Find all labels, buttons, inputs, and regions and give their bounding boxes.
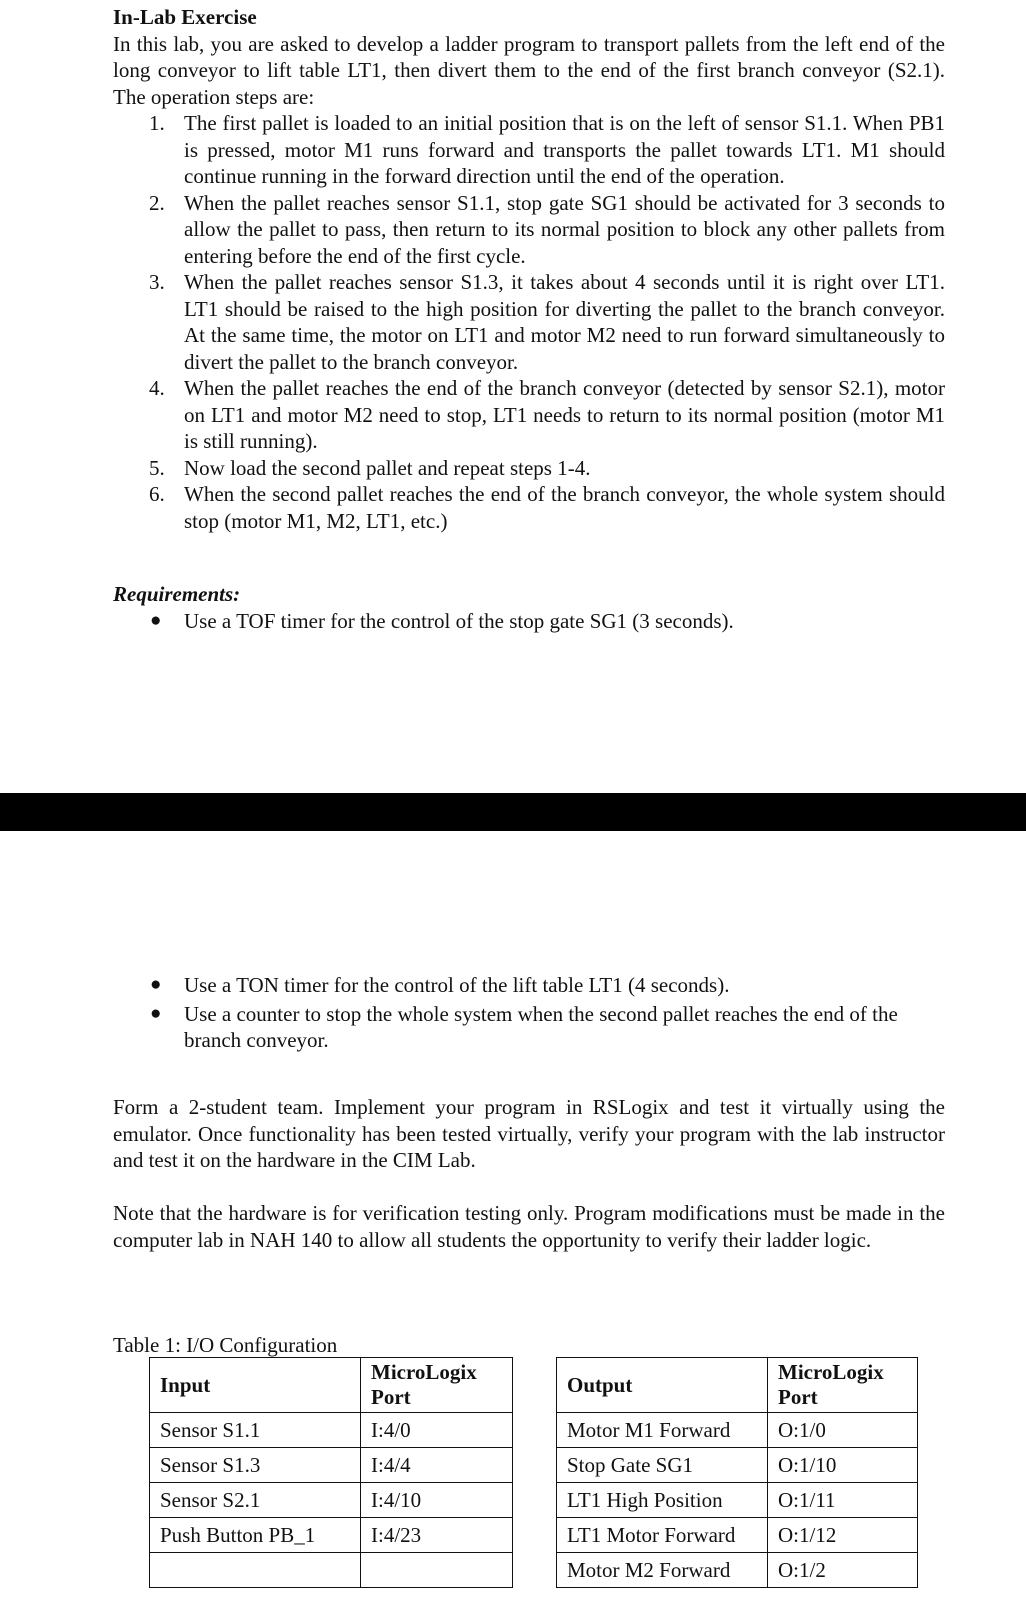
step-item: 1. The first pallet is loaded to an initial position that is on the left of sensor S1.1. When PB1 is pressed, motor M1 runs forward and transports the pallet towards LT1. M1 should continue running in the forward direction until the end of the operation. — [149, 111, 945, 188]
exercise-section — [113, 4, 945, 534]
step-item: 5. Now load the second pallet and repeat steps 1-4. — [149, 455, 591, 480]
operation-steps-list — [113, 110, 945, 534]
requirements-continued — [113, 972, 945, 1056]
port-header: MicroLogix Port — [361, 1358, 513, 1413]
requirement-item: ● Use a TOF timer for the control of the stop gate SG1 (3 seconds). — [150, 608, 734, 633]
input-header: Input — [150, 1358, 361, 1413]
table-header-row — [150, 1358, 513, 1413]
requirements-list-top — [113, 608, 945, 635]
exercise-heading: In-Lab Exercise — [113, 5, 257, 29]
table-row: Motor M1 Forward O:1/0 — [557, 1413, 918, 1448]
requirement-item: ● Use a TON timer for the control of the lift table LT1 (4 seconds). — [150, 973, 730, 997]
table-row: Push Button PB_1 I:4/23 — [150, 1518, 513, 1553]
input-table — [149, 1357, 513, 1588]
requirements-section — [113, 581, 945, 636]
table-caption: Table 1: I/O Configuration — [113, 1333, 338, 1357]
bullet-icon: ● — [150, 609, 162, 631]
step-item: 2. When the pallet reaches sensor S1.1, stop gate SG1 should be activated for 3 seconds to allow the pallet to pass, then return to its normal position to block any other pallets from entering before the end of the first cycle. — [149, 190, 945, 268]
table-row: LT1 Motor Forward O:1/12 — [557, 1518, 918, 1553]
bullet-icon: ● — [150, 974, 162, 995]
table-row: Motor M2 Forward O:1/2 — [557, 1553, 918, 1588]
table-row: Stop Gate SG1 O:1/10 — [557, 1448, 918, 1483]
step-item: 6. When the second pallet reaches the end of the branch conveyor, the whole system should stop (motor M1, M2, LT1, etc.) — [149, 482, 945, 533]
table-row — [150, 1553, 513, 1588]
step-item: 4. When the pallet reaches the end of the branch conveyor (detected by sensor S2.1), motor on LT1 and motor M2 need to stop, LT1 needs to return to its normal position (motor M1 is still running). — [149, 376, 945, 453]
team-paragraph: Form a 2-student team. Implement your program in RSLogix and test it virtually using the emulator. Once functionality has been tested virtually, verify your program with the lab instructor and test it on the hardware in the CIM Lab. — [113, 1095, 945, 1172]
note-paragraph: Note that the hardware is for verification testing only. Program modifications must be made in the computer lab in NAH 140 to allow all students the opportunity to verify their ladder logic. — [113, 1201, 945, 1252]
output-header: Output — [557, 1358, 768, 1413]
requirement-item: ● Use a counter to stop the whole system when the second pallet reaches the end of the branch conveyor. — [150, 1001, 898, 1052]
requirements-title: Requirements: — [113, 582, 241, 606]
step-item: 3. When the pallet reaches sensor S1.3, it takes about 4 seconds until it is right over LT1. LT1 should be raised to the high position for diverting the pallet to the branch conveyor. At the same time, the motor on LT1 and motor M2 need to run forward simultaneously to divert the pallet to the branch conveyor. — [149, 270, 945, 374]
table-row: Sensor S2.1 I:4/10 — [150, 1483, 513, 1518]
table-row: Sensor S1.1 I:4/0 — [150, 1413, 513, 1448]
bullet-icon: ● — [150, 1002, 162, 1024]
intro-paragraph: In this lab, you are asked to develop a ladder program to transport pallets from the left end of the long conveyor to lift table LT1, then divert them to the end of the first branch conveyor (S2.1). The operation steps are: — [113, 31, 945, 109]
output-table — [556, 1357, 918, 1588]
port-header: MicroLogix Port — [768, 1358, 918, 1413]
table-row: LT1 High Position O:1/11 — [557, 1483, 918, 1518]
page-divider-band — [0, 793, 1026, 831]
requirements-list-bottom — [113, 972, 945, 1054]
table-header-row — [557, 1358, 918, 1413]
table-row: Sensor S1.3 I:4/4 — [150, 1448, 513, 1483]
